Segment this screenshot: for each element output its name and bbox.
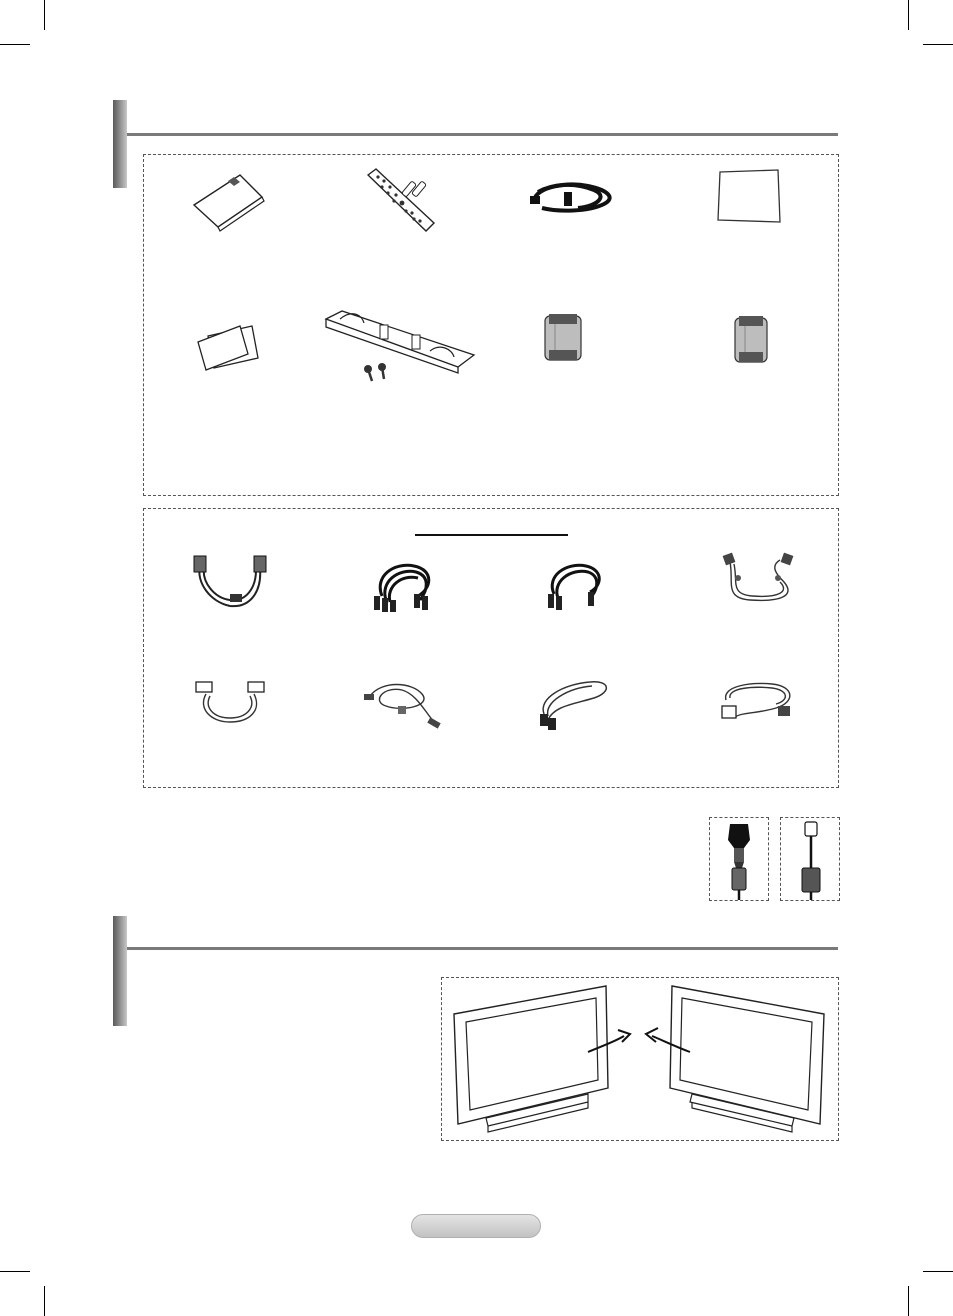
- page-number-badge: [411, 1214, 541, 1238]
- cleaning-cloth-icon: [716, 168, 784, 226]
- hdmi-dvi-cable-icon: [716, 678, 800, 728]
- pc-cable-icon: [720, 552, 802, 608]
- power-cord-icon: [528, 172, 618, 222]
- component-cable-icon: [364, 556, 440, 614]
- pc-audio-cable-icon: [362, 676, 442, 732]
- remote-control-icon: [362, 165, 442, 237]
- warranty-cards-icon: [194, 318, 264, 374]
- optional-cables-box: [143, 508, 839, 788]
- crop-mark: [908, 1286, 909, 1316]
- tv-swivel-right-icon: [648, 984, 828, 1134]
- power-plug-ferrite-icon: [722, 820, 756, 900]
- audio-cable-icon: [540, 556, 610, 612]
- hdmi-cable-icon: [534, 674, 614, 730]
- scart-cable-icon: [190, 678, 270, 728]
- section-bar: [113, 100, 127, 188]
- section-rule: [127, 133, 838, 136]
- tv-swivel-left-icon: [452, 984, 612, 1134]
- crop-mark: [923, 1271, 953, 1272]
- crop-mark: [44, 1286, 45, 1316]
- ferrite-core-icon: [731, 312, 771, 366]
- manual-icon: [190, 165, 270, 235]
- crop-mark: [923, 44, 953, 45]
- crop-mark: [0, 1271, 30, 1272]
- optional-cables-heading-rule: [415, 534, 568, 536]
- crop-mark: [0, 44, 30, 45]
- stand-base-icon: [322, 305, 478, 397]
- crop-mark: [44, 0, 45, 30]
- crop-mark: [908, 0, 909, 30]
- ferrite-core-icon: [541, 310, 585, 364]
- section-rule: [127, 947, 838, 950]
- antenna-cable-icon: [190, 552, 270, 612]
- section-bar: [113, 916, 127, 1026]
- cable-ferrite-icon: [796, 820, 826, 900]
